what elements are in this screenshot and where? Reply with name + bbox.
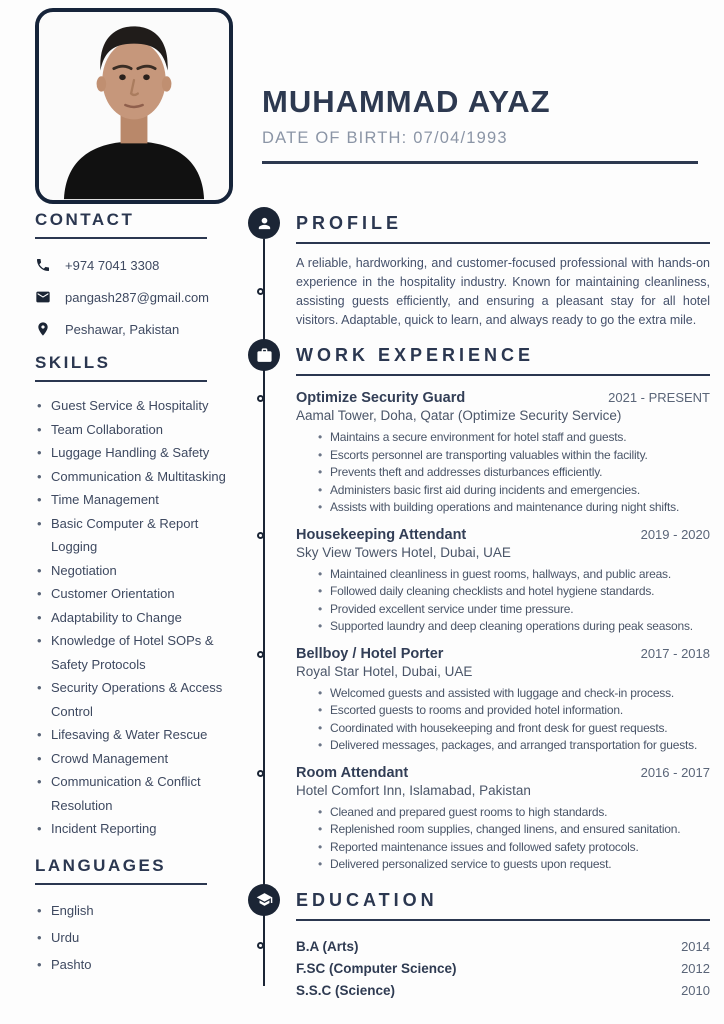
graduation-cap-icon (248, 884, 280, 916)
job-bullet: • Prevents theft and addresses disturbances efficiently. (318, 464, 710, 482)
skill-item: • Negotiation (35, 559, 227, 583)
contact-section (35, 210, 237, 337)
profile-photo-illustration (39, 12, 229, 200)
job-dates: 2016 - 2017 (640, 764, 710, 780)
job-dates: 2019 - 2020 (640, 526, 710, 542)
contact-location-text: Peshawar, Pakistan (65, 321, 180, 337)
skill-item: • Guest Service & Hospitality (35, 394, 227, 418)
job-bullet: • Reported maintenance issues and followed safety protocols. (318, 839, 710, 857)
job-entry (296, 765, 710, 874)
timeline-node (257, 532, 264, 539)
job-company: Sky View Towers Hotel, Dubai, UAE (296, 544, 511, 560)
job-bullet: • Delivered personalized service to guests upon request. (318, 856, 710, 874)
skill-item: • Customer Orientation (35, 582, 227, 606)
job-title: Housekeeping Attendant (296, 526, 467, 543)
job-bullet: • Replenished room supplies, changed linens, and ensured sanitation. (318, 821, 710, 839)
skills-list (35, 394, 227, 841)
job-bullet: • Escorted guests to rooms and provided hotel information. (318, 702, 710, 720)
person-icon (248, 207, 280, 239)
education-entry (296, 958, 710, 980)
profile-photo (35, 8, 233, 204)
job-bullet: • Administers basic first aid during incidents and emergencies. (318, 482, 710, 500)
contact-phone-text: +974 7041 3308 (65, 257, 160, 273)
job-bullet: • Maintained cleanliness in guest rooms, hallways, and public areas. (318, 566, 710, 584)
job-entry (296, 646, 710, 755)
skill-item: • Incident Reporting (35, 817, 227, 841)
contact-phone (35, 257, 237, 273)
languages-divider (35, 883, 207, 885)
job-company: Aamal Tower, Doha, Qatar (Optimize Security Service) (296, 408, 622, 423)
phone-icon (35, 257, 51, 273)
education-year: 2010 (681, 982, 710, 998)
profile-body (296, 254, 710, 330)
skill-item: • Security Operations & Access Control (35, 676, 227, 723)
contact-location (35, 321, 237, 337)
education-entry (296, 936, 710, 958)
work-divider (296, 374, 710, 376)
main-content (248, 205, 710, 1002)
job-dates: 2017 - 2018 (640, 645, 710, 661)
skill-item: • Basic Computer & Report Logging (35, 512, 227, 559)
job-bullet: • Coordinated with housekeeping and front desk for guest requests. (318, 720, 710, 738)
job-entry (296, 527, 710, 636)
job-bullet: • Delivered messages, packages, and arranged transportation for guests. (318, 737, 710, 755)
skill-item: • Communication & Multitasking (35, 465, 227, 489)
language-item: • English (35, 897, 227, 924)
job-title: Bellboy / Hotel Porter (296, 645, 444, 662)
contact-email-text: pangash287@gmail.com (65, 289, 210, 305)
job-company: Hotel Comfort Inn, Islamabad, Pakistan (296, 782, 531, 798)
sidebar (35, 210, 237, 978)
skills-heading: SKILLS (35, 353, 111, 372)
languages-section (35, 856, 237, 978)
profile-text: A reliable, hardworking, and customer-focused professional with hands-on experience in the hospitality industry. Known for maintaining cleanliness, assisting guests efficiently, and ensuring a pleasant stay for all hotel visitors. Adaptable, quick to learn, and always ready to go the extra mile. (296, 256, 710, 327)
languages-heading: LANGUAGES (35, 855, 167, 875)
job-bullet: • Assists with building operations and maintenance during night shifts. (318, 499, 710, 517)
contact-email (35, 289, 237, 305)
education-degree: F.SC (Computer Science) (296, 960, 457, 976)
education-year: 2012 (681, 960, 710, 976)
contact-divider (35, 237, 207, 239)
job-head (296, 390, 710, 406)
job-head (296, 527, 710, 543)
job-title: Optimize Security Guard (296, 390, 466, 406)
skill-item: • Crowd Management (35, 747, 227, 771)
education-degree: B.A (Arts) (296, 938, 359, 954)
header (262, 84, 698, 164)
education-heading: EDUCATION (296, 889, 438, 910)
timeline-node (257, 288, 264, 295)
job-bullet: • Cleaned and prepared guest rooms to high standards. (318, 804, 710, 822)
education-divider (296, 919, 710, 921)
education-year: 2014 (681, 938, 710, 954)
profile-divider (296, 242, 710, 244)
job-bullet: • Maintains a secure environment for hotel staff and guests. (318, 429, 710, 447)
education-list (296, 936, 710, 1002)
skill-item: • Lifesaving & Water Rescue (35, 723, 227, 747)
job-bullets (318, 566, 710, 636)
header-divider (262, 161, 698, 164)
profile-heading: PROFILE (296, 213, 403, 233)
job-entry (296, 390, 710, 517)
skill-item: • Communication & Conflict Resolution (35, 770, 227, 817)
skills-section (35, 353, 237, 841)
contact-heading: CONTACT (35, 210, 135, 229)
email-icon (35, 289, 51, 305)
education-section (296, 890, 710, 1002)
date-of-birth: DATE OF BIRTH: 07/04/1993 (262, 129, 508, 147)
skill-item: • Time Management (35, 488, 227, 512)
job-company: Royal Star Hotel, Dubai, UAE (296, 663, 473, 679)
timeline-node (257, 651, 264, 658)
contact-list (35, 257, 237, 337)
job-bullet: • Provided excellent service under time pressure. (318, 601, 710, 619)
work-experience-section (296, 345, 710, 874)
work-heading: WORK EXPERIENCE (296, 345, 535, 365)
profile-section (296, 213, 710, 330)
languages-list (35, 897, 227, 978)
skill-item: • Team Collaboration (35, 418, 227, 442)
education-entry (296, 980, 710, 1002)
job-bullet: • Escorts personnel are transporting valuables within the facility. (318, 447, 710, 465)
job-bullets (318, 429, 710, 517)
job-head (296, 765, 710, 781)
skills-divider (35, 380, 207, 382)
location-icon (35, 321, 51, 337)
language-item: • Urdu (35, 924, 227, 951)
job-head (296, 646, 710, 662)
job-bullets (318, 804, 710, 874)
job-bullet: • Supported laundry and deep cleaning operations during peak seasons. (318, 618, 710, 636)
skill-item: • Luggage Handling & Safety (35, 441, 227, 465)
language-item: • Pashto (35, 951, 227, 978)
skill-item: • Knowledge of Hotel SOPs & Safety Protocols (35, 629, 227, 676)
person-name: MUHAMMAD AYAZ (262, 84, 551, 119)
briefcase-icon (248, 339, 280, 371)
timeline-node (257, 770, 264, 777)
timeline-node (257, 395, 264, 402)
timeline-node (257, 942, 264, 949)
job-bullets (318, 685, 710, 755)
job-bullet: • Welcomed guests and assisted with luggage and check-in process. (318, 685, 710, 703)
job-bullet: • Followed daily cleaning checklists and hotel hygiene standards. (318, 583, 710, 601)
job-dates: 2021 - PRESENT (608, 390, 710, 405)
skill-item: • Adaptability to Change (35, 606, 227, 630)
job-title: Room Attendant (296, 764, 409, 781)
education-degree: S.S.C (Science) (296, 982, 396, 998)
